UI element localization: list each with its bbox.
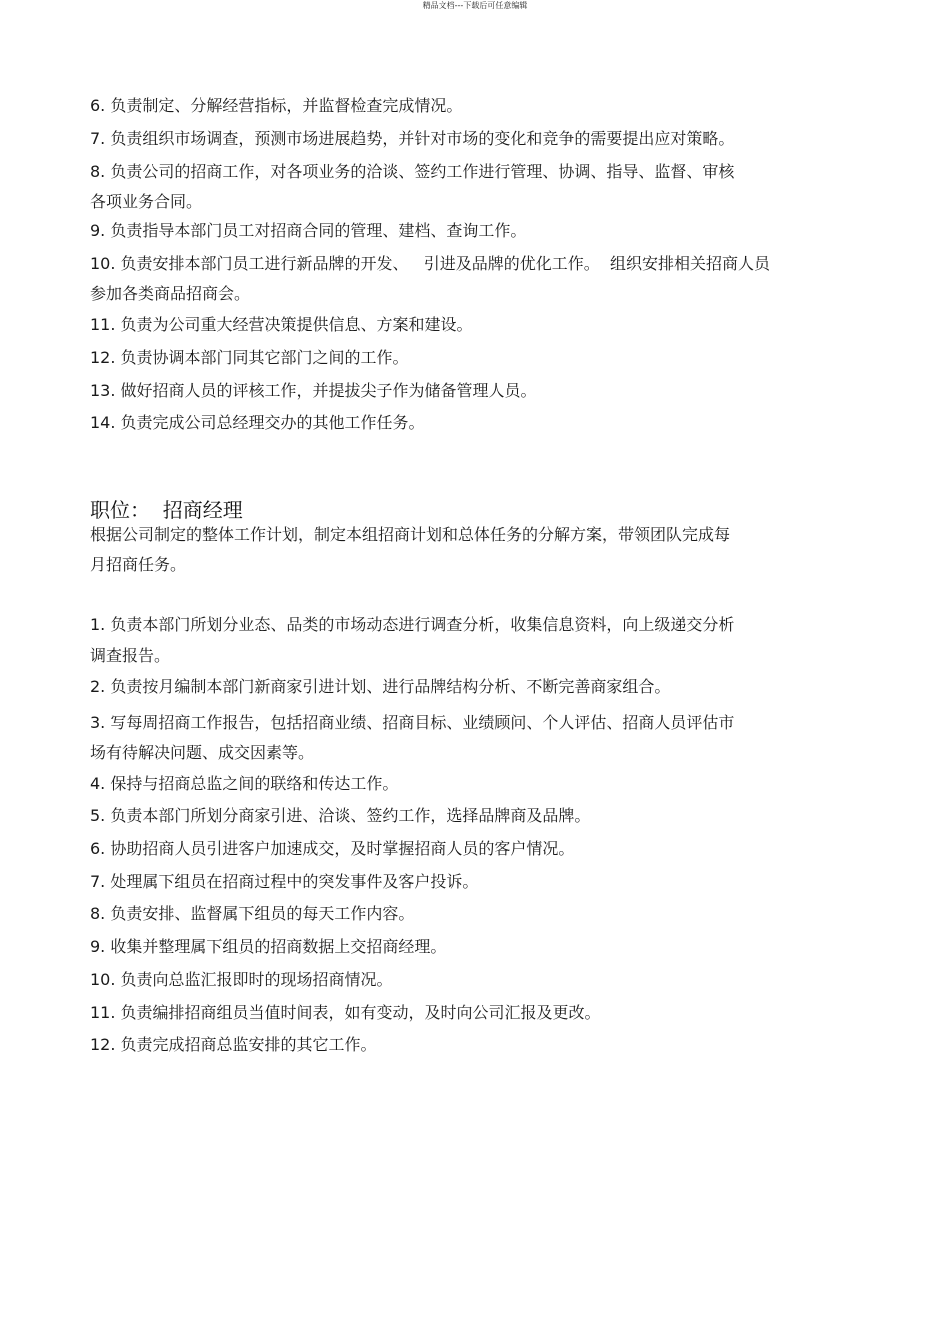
list-item: 9. 收集并整理属下组员的招商数据上交招商经理。 [90,937,447,956]
list-item: 8. 负责安排、监督属下组员的每天工作内容。 [90,904,415,923]
list-item: 14. 负责完成公司总经理交办的其他工作任务。 [90,413,425,432]
list-item: 12. 负责协调本部门同其它部门之间的工作。 [90,348,409,367]
list-item: 2. 负责按月编制本部门新商家引进计划、进行品牌结构分析、不断完善商家组合。 [90,677,671,696]
list-item: 13. 做好招商人员的评核工作，并提拔尖子作为储备管理人员。 [90,381,537,400]
list-item-continuation: 参加各类商品招商会。 [90,284,251,303]
list-item: 11. 负责为公司重大经营决策提供信息、方案和建设。 [90,315,473,334]
page-header: 精品文档---下载后可任意编辑 [422,1,528,10]
list-item: 6. 协助招商人员引进客户加速成交，及时掌握招商人员的客户情况。 [90,839,575,858]
section-intro-continuation: 月招商任务。 [90,555,187,574]
list-item: 3. 写每周招商工作报告，包括招商业绩、招商目标、业绩顾问、个人评估、招商人员评估市 [90,713,735,732]
section-intro: 根据公司制定的整体工作计划，制定本组招商计划和总体任务的分解方案，带领团队完成每 [90,525,731,544]
list-item: 12. 负责完成招商总监安排的其它工作。 [90,1035,377,1054]
list-item: 1. 负责本部门所划分业态、品类的市场动态进行调查分析，收集信息资料，向上级递交分析 [90,615,735,634]
list-item-continuation: 场有待解决问题、成交因素等。 [90,743,315,762]
list-item: 10. 负责安排本部门员工进行新品牌的开发、 引进及品牌的优化工作。 组织安排相关招商人员 [90,254,770,273]
list-item: 7. 负责组织市场调查，预测市场进展趋势，并针对市场的变化和竞争的需要提出应对策略。 [90,129,735,148]
list-item: 7. 处理属下组员在招商过程中的突发事件及客户投诉。 [90,872,479,891]
list-item-continuation: 调查报告。 [90,646,171,665]
list-item: 4. 保持与招商总监之间的联络和传达工作。 [90,774,399,793]
list-item: 10. 负责向总监汇报即时的现场招商情况。 [90,970,393,989]
list-item: 5. 负责本部门所划分商家引进、洽谈、签约工作，选择品牌商及品牌。 [90,806,591,825]
list-item-continuation: 各项业务合同。 [90,192,203,211]
list-item: 6. 负责制定、分解经营指标，并监督检查完成情况。 [90,96,463,115]
position-title: 职位： 招商经理 [90,498,243,522]
list-item: 8. 负责公司的招商工作，对各项业务的洽谈、签约工作进行管理、协调、指导、监督、审核 [90,162,735,181]
list-item: 11. 负责编排招商组员当值时间表，如有变动，及时向公司汇报及更改。 [90,1003,601,1022]
list-item: 9. 负责指导本部门员工对招商合同的管理、建档、查询工作。 [90,221,527,240]
